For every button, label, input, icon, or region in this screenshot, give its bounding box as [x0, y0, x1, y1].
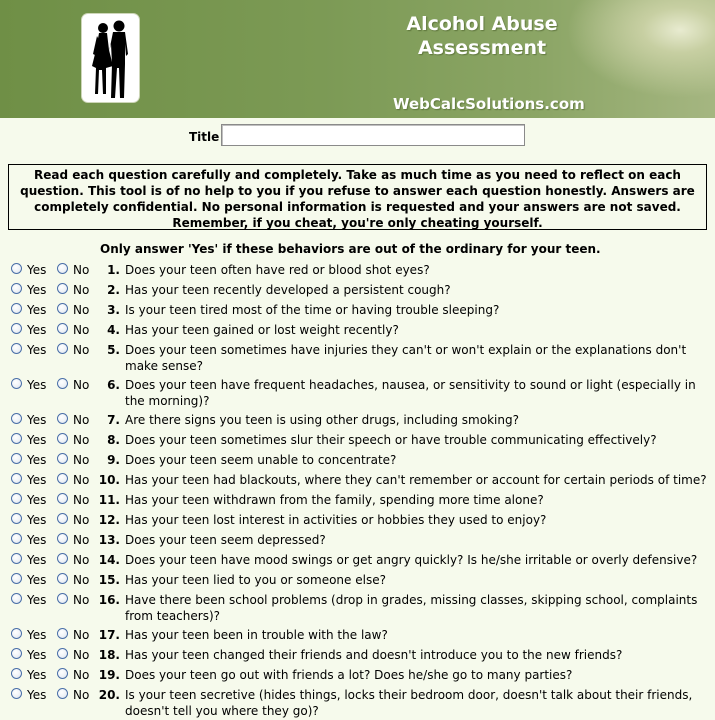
question-number: 19. — [98, 668, 120, 682]
question-text: Has your teen lied to you or someone else? — [125, 573, 386, 587]
no-radio[interactable] — [57, 303, 68, 314]
title-label: Title — [189, 130, 220, 144]
yes-radio[interactable] — [11, 303, 22, 314]
question-number: 5. — [107, 343, 120, 357]
yes-radio[interactable] — [11, 378, 22, 389]
yes-label: Yes — [27, 688, 47, 702]
instructions-notice: Read each question carefully and completely. Take as much time as you need to reflect on each question. This tool is of no help to you if you refuse to answer each question honestly. Answers are completely confidential. No personal information is requested and your answers are not saved. Remember, if you cheat, you're only cheating yourself. — [8, 164, 707, 230]
title-line-2: Assessment — [417, 37, 547, 59]
no-label: No — [73, 593, 90, 607]
no-radio[interactable] — [57, 533, 68, 544]
question-text: Does your teen have mood swings or get angry quickly? Is he/she irritable or overly defensive? — [125, 553, 698, 567]
yes-label: Yes — [27, 553, 47, 567]
question-number: 8. — [107, 433, 120, 447]
question-number: 17. — [98, 628, 120, 642]
question-number: 11. — [98, 493, 120, 507]
yes-label: Yes — [27, 433, 47, 447]
yes-radio[interactable] — [11, 648, 22, 659]
yes-label: Yes — [27, 593, 47, 607]
question-number: 10. — [98, 473, 120, 487]
yes-radio[interactable] — [11, 513, 22, 524]
yes-label: Yes — [27, 473, 47, 487]
question-text: Has your teen changed their friends and doesn't introduce you to the new friends? — [125, 648, 623, 662]
no-label: No — [73, 453, 90, 467]
title-row — [0, 124, 715, 148]
question-text: Has your teen been in trouble with the law? — [125, 628, 388, 642]
question-number: 14. — [98, 553, 120, 567]
question-number: 18. — [98, 648, 120, 662]
no-label: No — [73, 628, 90, 642]
couple-silhouette-icon — [82, 14, 139, 102]
question-number: 4. — [107, 323, 120, 337]
yes-radio[interactable] — [11, 323, 22, 334]
question-number: 6. — [107, 378, 120, 392]
yes-label: Yes — [27, 628, 47, 642]
yes-radio[interactable] — [11, 473, 22, 484]
yes-label: Yes — [27, 413, 47, 427]
title-input[interactable] — [221, 124, 525, 146]
yes-radio[interactable] — [11, 593, 22, 604]
no-label: No — [73, 283, 90, 297]
question-text: Does your teen go out with friends a lot? Does he/she go to many parties? — [125, 668, 573, 682]
page-title — [372, 12, 592, 60]
yes-label: Yes — [27, 343, 47, 357]
no-radio[interactable] — [57, 453, 68, 464]
no-label: No — [73, 533, 90, 547]
no-radio[interactable] — [57, 413, 68, 424]
yes-radio[interactable] — [11, 433, 22, 444]
yes-label: Yes — [27, 668, 47, 682]
yes-radio[interactable] — [11, 283, 22, 294]
question-text: Has your teen gained or lost weight recently? — [125, 323, 399, 337]
no-label: No — [73, 573, 90, 587]
yes-radio[interactable] — [11, 573, 22, 584]
yes-label: Yes — [27, 303, 47, 317]
question-text: Is your teen tired most of the time or having trouble sleeping? — [125, 303, 500, 317]
yes-label: Yes — [27, 493, 47, 507]
question-text: Does your teen often have red or blood shot eyes? — [125, 263, 430, 277]
yes-label: Yes — [27, 453, 47, 467]
no-label: No — [73, 263, 90, 277]
yes-label: Yes — [27, 283, 47, 297]
logo — [82, 14, 139, 102]
no-label: No — [73, 553, 90, 567]
question-text: Does your teen have frequent headaches, nausea, or sensitivity to sound or light (especially in the morning)? — [125, 378, 696, 408]
yes-radio[interactable] — [11, 688, 22, 699]
no-label: No — [73, 493, 90, 507]
no-radio[interactable] — [57, 343, 68, 354]
yes-radio[interactable] — [11, 263, 22, 274]
question-text: Does your teen sometimes have injuries they can't or won't explain or the explanations don't make sense? — [125, 343, 687, 373]
yes-radio[interactable] — [11, 628, 22, 639]
yes-label: Yes — [27, 533, 47, 547]
question-text: Are there signs you teen is using other drugs, including smoking? — [125, 413, 519, 427]
yes-radio[interactable] — [11, 493, 22, 504]
yes-radio[interactable] — [11, 413, 22, 424]
no-label: No — [73, 378, 90, 392]
no-label: No — [73, 473, 90, 487]
no-radio[interactable] — [57, 323, 68, 334]
yes-radio[interactable] — [11, 553, 22, 564]
question-text: Has your teen lost interest in activities or hobbies they used to enjoy? — [125, 513, 547, 527]
no-label: No — [73, 343, 90, 357]
question-number: 1. — [107, 263, 120, 277]
question-number: 3. — [107, 303, 120, 317]
yes-label: Yes — [27, 573, 47, 587]
yes-label: Yes — [27, 263, 47, 277]
site-name: WebCalcSolutions.com — [393, 95, 585, 113]
no-radio[interactable] — [57, 593, 68, 604]
yes-label: Yes — [27, 648, 47, 662]
question-text: Is your teen secretive (hides things, locks their bedroom door, doesn't talk about their friends, doesn't tell you where they go)? — [125, 688, 693, 718]
no-radio[interactable] — [57, 283, 68, 294]
no-radio[interactable] — [57, 688, 68, 699]
no-label: No — [73, 433, 90, 447]
no-radio[interactable] — [57, 378, 68, 389]
no-label: No — [73, 413, 90, 427]
no-label: No — [73, 323, 90, 337]
no-label: No — [73, 303, 90, 317]
no-radio[interactable] — [57, 513, 68, 524]
answer-instruction: Only answer 'Yes' if these behaviors are out of the ordinary for your teen. — [100, 242, 601, 256]
no-label: No — [73, 688, 90, 702]
question-text: Has your teen withdrawn from the family, spending more time alone? — [125, 493, 544, 507]
no-label: No — [73, 513, 90, 527]
no-radio[interactable] — [57, 473, 68, 484]
yes-label: Yes — [27, 323, 47, 337]
yes-label: Yes — [27, 513, 47, 527]
no-radio[interactable] — [57, 493, 68, 504]
yes-label: Yes — [27, 378, 47, 392]
question-number: 13. — [98, 533, 120, 547]
question-text: Does your teen sometimes slur their speech or have trouble communicating effectively? — [125, 433, 657, 447]
no-radio[interactable] — [57, 263, 68, 274]
no-radio[interactable] — [57, 553, 68, 564]
question-number: 20. — [98, 688, 120, 702]
question-text: Does your teen seem depressed? — [125, 533, 326, 547]
question-text: Does your teen seem unable to concentrate? — [125, 453, 397, 467]
question-number: 12. — [98, 513, 120, 527]
question-text: Have there been school problems (drop in grades, missing classes, skipping school, complaints from teachers)? — [125, 593, 698, 623]
no-radio[interactable] — [57, 573, 68, 584]
question-number: 9. — [107, 453, 120, 467]
no-radio[interactable] — [57, 668, 68, 679]
question-text: Has your teen had blackouts, where they can't remember or account for certain periods of time? — [125, 473, 707, 487]
no-radio[interactable] — [57, 433, 68, 444]
yes-radio[interactable] — [11, 453, 22, 464]
no-radio[interactable] — [57, 648, 68, 659]
title-line-1: Alcohol Abuse — [406, 13, 558, 35]
question-number: 7. — [107, 413, 120, 427]
no-radio[interactable] — [57, 628, 68, 639]
no-label: No — [73, 648, 90, 662]
page-header — [0, 0, 715, 118]
question-text: Has your teen recently developed a persistent cough? — [125, 283, 451, 297]
question-number: 15. — [98, 573, 120, 587]
yes-radio[interactable] — [11, 668, 22, 679]
question-number: 16. — [98, 593, 120, 607]
no-label: No — [73, 668, 90, 682]
yes-radio[interactable] — [11, 533, 22, 544]
question-number: 2. — [107, 283, 120, 297]
yes-radio[interactable] — [11, 343, 22, 354]
